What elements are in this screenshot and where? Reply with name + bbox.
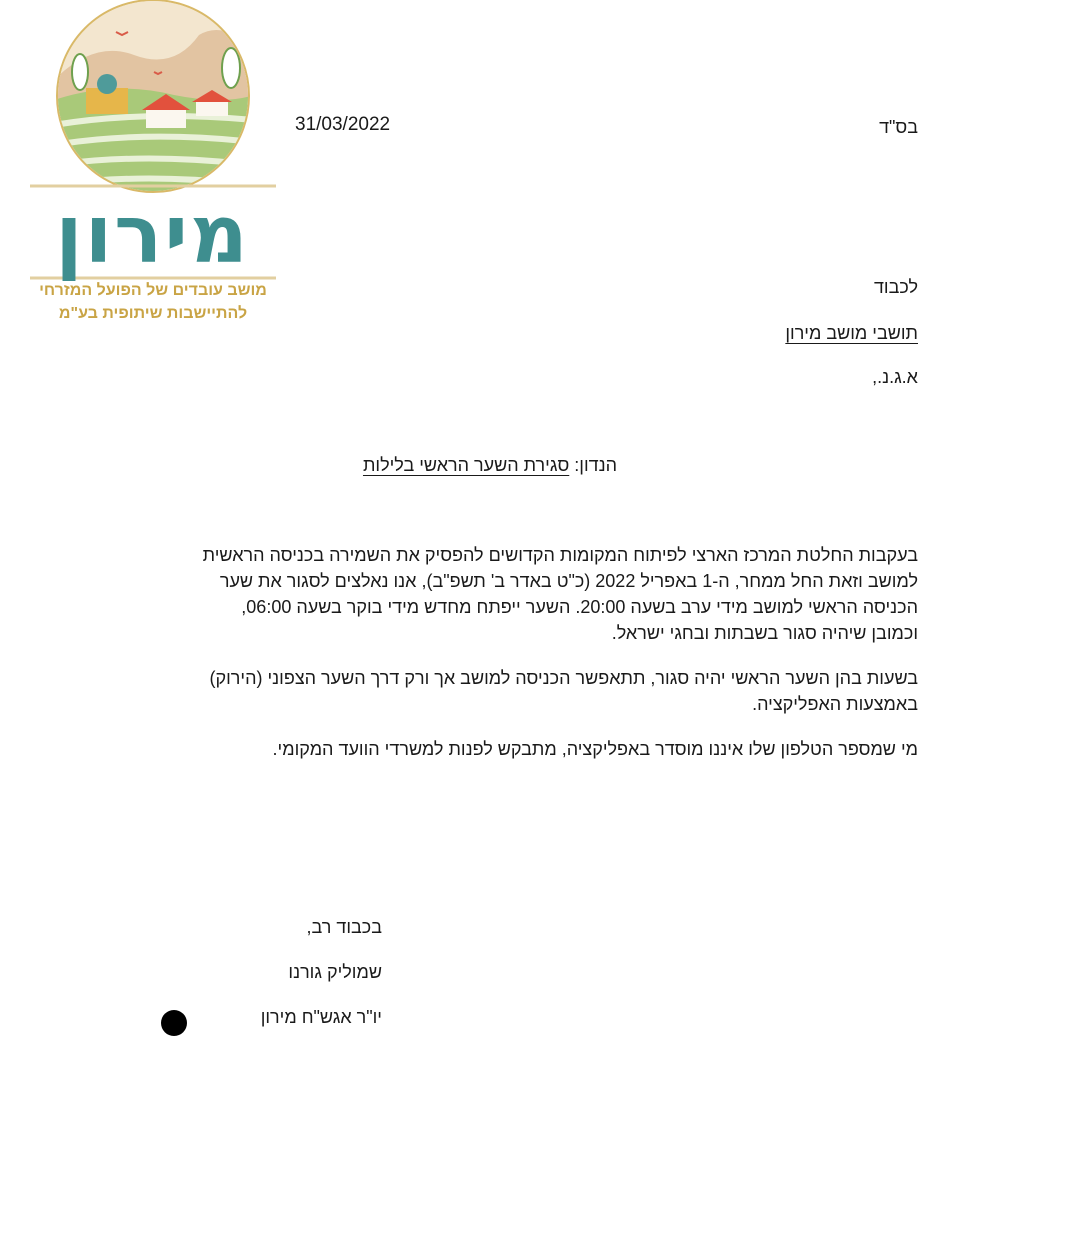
paragraph-1-line-1: בעקבות החלטת המרכז הארצי לפיתוח המקומות הקדושים להפסיק את השמירה בכניסה הראשית (202, 545, 918, 565)
logo-name: מירון (55, 188, 250, 281)
recipient-label: לכבוד (873, 277, 918, 297)
subject-prefix: הנדון: (574, 455, 618, 475)
black-dot-mark (161, 1010, 187, 1036)
paragraph-1-line-4: וכמובן שיהיה סגור בשבתות ובחגי ישראל. (611, 623, 918, 643)
greeting: א.ג.נ., (872, 367, 918, 387)
body-paragraph-2 (173, 665, 918, 717)
signer-name: שמוליק גורנו (288, 962, 382, 982)
bsd-mark: בס"ד (879, 117, 918, 137)
letter-date: 31/03/2022 (295, 114, 391, 135)
paragraph-2-line-2: באמצעות האפליקציה. (752, 694, 918, 714)
body-paragraph-1 (173, 542, 918, 646)
paragraph-2-line-1: בשעות בהן השער הראשי יהיה סגור, תתאפשר הכניסה למושב אך ורק דרך השער הצפוני (הירוק) (209, 668, 918, 688)
subject-line (300, 452, 680, 478)
recipient-name: תושבי מושב מירון (785, 323, 918, 343)
paragraph-1-line-2: למושב וזאת החל ממחר, ה-1 באפריל 2022 (כ"ט באדר ב' תשפ"ב), אנו נאלצים לסגור את שער (219, 571, 918, 591)
signer-title: יו"ר אגש"ח מירון (260, 1007, 382, 1027)
logo-subtitle-line1: מושב עובדים של הפועל המזרחי (39, 282, 267, 299)
logo-subtitle-line2: להתיישבות שיתופית בע"מ (58, 305, 248, 322)
closing: בכבוד רב, (306, 917, 382, 937)
subject-text: סגירת השער הראשי בלילות (362, 455, 570, 475)
paragraph-1-line-3: הכניסה הראשי למושב מידי ערב בשעה 20:00. השער ייפתח מחדש מידי בוקר בשעה 06:00, (241, 597, 918, 617)
body-paragraph-3: מי שמספר הטלפון שלו איננו מוסדר באפליקציה, מתבקש לפנות למשרדי הוועד המקומי. (272, 739, 918, 759)
